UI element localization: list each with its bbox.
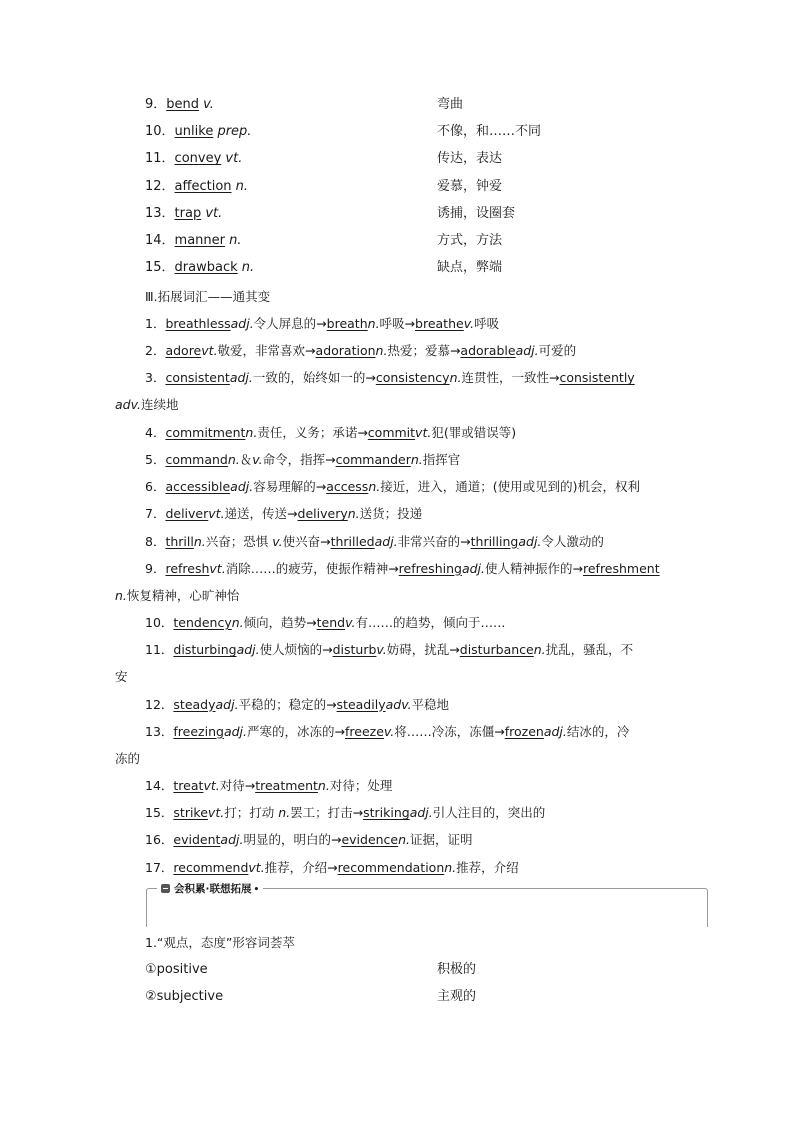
entry-text: 明显的，明白的→ [243,832,342,848]
entry-text: 送货；投递 [359,506,423,522]
entry-text: 令人激动的 [541,533,604,549]
entry-text: 对待；处理 [329,778,393,793]
entry-pos: adj. [220,832,244,848]
tip-box [146,883,708,927]
extension-entry [115,473,681,500]
entry-word: steadily [336,696,386,712]
entry-word: freezing [173,723,224,739]
entry-pos: n. [227,451,240,467]
entry-pos: adj. [215,696,239,712]
entry-text: 恢复精神，心旷神怡 [126,587,240,603]
vocab-row [145,149,705,169]
entry-pos: vt. [415,424,432,440]
extension-entry [115,826,681,853]
entry-word: strike [173,805,208,821]
extension-entry [115,691,681,718]
vocab-word: convey [174,151,222,167]
entry-text: 罢工；打击→ [290,805,364,821]
attitude-meaning: 积极的 [437,962,477,977]
entry-text: 令人屏息的→ [253,316,327,331]
entry-word: refreshment [582,560,660,576]
entry-number: 13． [145,723,174,739]
entry-word: treatment [255,778,318,793]
entry-word: breathless [165,316,231,331]
entry-text: 兴奋；恐惧 [205,533,273,549]
entry-text: 命令，指挥→ [262,451,336,467]
vocab-entry [145,149,242,169]
entry-text: 指挥官 [422,451,461,467]
entry-word: evidence [341,832,399,848]
entry-number: 4． [145,424,166,440]
entry-pos: adj. [461,560,485,576]
extension-entry [115,419,681,446]
entry-pos: n. [115,587,127,603]
entry-word: delivery [297,506,348,522]
extension-entry [115,854,681,881]
entry-line [115,364,681,391]
entry-pos: v. [252,451,263,467]
entry-number: 2． [145,343,166,359]
entry-pos: n. [347,506,360,522]
extension-entry [115,772,681,799]
entry-word: consistency [375,370,450,386]
entry-word: deliver [165,506,209,522]
entry-word: refreshing [398,560,462,576]
entry-line [115,718,681,745]
entry-line [115,337,681,364]
entry-pos: n. [245,424,258,440]
entry-text: 犯(罪或错误等) [431,424,517,440]
entry-pos: n. [398,832,411,848]
entry-text: 将……冷冻，冻僵→ [394,723,505,739]
extension-entry [115,364,681,418]
entry-number: 5． [145,451,166,467]
vocab-pos: prep. [217,124,252,140]
entry-text: 平稳地 [411,696,450,712]
vocab-meaning: 爱慕，钟爱 [437,178,503,194]
entry-number: 14． [145,778,174,793]
section-title: Ⅲ.拓展词汇——通其变 [145,289,271,304]
entry-text: 有……的趋势，倾向于…… [355,615,506,630]
entry-line [115,528,681,555]
entry-pos: adj. [374,533,398,549]
entry-word: recommendation [337,859,445,875]
vocab-meaning: 方式，方法 [437,233,503,248]
entry-text: 可爱的 [538,343,577,359]
entry-pos: adj. [229,370,253,386]
entry-text: 扰乱，骚乱，不 [545,642,634,658]
entry-pos: n. [410,451,423,467]
entry-word: frozen [504,723,544,739]
entry-word: thrill [165,533,194,549]
vocab-entry [145,122,251,142]
entry-text: 结冰的，冷 [566,723,630,739]
entry-continuation [115,663,681,690]
entry-pos: adj. [230,316,254,331]
vocab-word: drawback [174,260,238,276]
vocab-row [145,258,705,278]
entry-number: 3． [145,370,166,386]
entry-pos: vt. [208,506,225,522]
entry-word: consistently [559,370,635,386]
entry-text: 冻的 [115,750,141,766]
vocab-row [145,177,705,197]
entry-text: 打；打动 [224,805,279,821]
entry-text: 呼吸→ [379,316,416,331]
entry-word: command [165,451,228,467]
entry-line [115,473,681,500]
entry-pos: n. [317,778,330,793]
entry-pos: vt. [201,343,218,359]
entry-word: commander [335,451,411,467]
vocab-entry [145,95,214,115]
vocab-row [145,122,705,142]
vocab-pos: n. [229,233,242,248]
entry-text: ＆ [239,451,253,467]
entry-text: 对待→ [219,778,256,793]
entry-pos: n. [533,642,546,658]
extension-entry [115,718,681,772]
entry-number: 11． [145,642,174,658]
entry-word: tend [316,615,346,630]
entry-word: adorable [460,343,516,359]
vocab-number: 13． [145,205,175,221]
entry-pos: adv. [385,696,412,712]
extension-entry [115,500,681,527]
entry-word: consistent [165,370,230,386]
entry-line [115,799,681,826]
entry-pos: n. [278,805,291,821]
entry-continuation [115,745,681,772]
vocab-row [145,95,705,115]
entry-word: disturb [332,642,377,658]
entry-line [115,500,681,527]
entry-text: 接近，进入，通道；(使用或见到的)机会，权利 [380,479,640,495]
entry-word: refresh [165,560,210,576]
vocab-pos: n. [235,178,249,194]
entry-text: 容易理解的→ [253,479,327,495]
vocab-entry [145,177,248,197]
vocab-row [145,204,705,224]
entry-text: 使人精神振作的→ [485,560,583,576]
entry-pos: n. [367,316,380,331]
entry-word: adore [165,343,202,359]
extension-entry [115,446,681,473]
entry-word: steady [173,696,216,712]
vocab-number: 11． [145,151,175,167]
entry-pos: n. [231,615,244,630]
entry-word: breath [326,316,368,331]
entry-word: accessible [165,479,231,495]
vocab-number: 15． [145,260,175,276]
entry-word: treat [173,778,204,793]
entry-text: 推荐，介绍→ [264,859,338,875]
entry-pos: vt. [207,805,225,821]
entry-line [115,772,681,799]
entry-word: tendency [173,615,232,630]
entry-text: 热爱；爱慕→ [387,343,461,359]
entry-text: 连续地 [140,397,179,413]
entry-line [115,636,681,663]
entry-pos: v. [383,723,395,739]
entry-pos: n. [444,859,457,875]
vocab-word: unlike [174,124,214,140]
entry-word: thrilled [330,533,375,549]
entry-pos: adj. [223,723,247,739]
vocab-meaning: 诱捕，设圈套 [437,205,516,221]
vocab-number: 10． [145,124,175,140]
entry-continuation [115,391,681,418]
entry-pos: adv. [115,397,141,413]
entry-text: 倾向，趋势→ [243,615,317,630]
entry-word: disturbance [459,642,534,658]
vocab-pos: vt. [205,205,223,221]
vocab-entry [145,258,254,278]
entry-pos: v. [272,533,283,549]
entry-pos: n. [368,479,381,495]
entry-number: 10． [145,615,174,630]
entry-pos: n. [375,343,388,359]
extension-entry [115,528,681,555]
entry-text: 递送，传送→ [224,506,298,522]
entry-text: 妨碍，扰乱→ [386,642,460,658]
attitude-meaning: 主观的 [437,989,477,1005]
entry-pos: v. [376,642,387,658]
entry-word: recommend [173,859,249,875]
entry-number: 9． [145,560,166,576]
entry-pos: adj. [515,343,539,359]
extension-entry [115,636,681,690]
entry-word: adoration [315,343,376,359]
entry-line [115,446,681,473]
entry-number: 8． [145,533,166,549]
tip-box-title [157,881,263,897]
vocab-row [145,231,705,251]
entry-text: 证据，证明 [410,832,473,848]
vocab-meaning: 缺点，弊端 [437,260,503,276]
vocab-number: 12． [145,178,175,194]
entry-number: 16． [145,832,174,848]
entry-line [115,854,681,881]
entry-text: 使兴奋→ [282,533,331,549]
entry-pos: v. [463,316,475,331]
entry-text: 非常兴奋的→ [397,533,471,549]
vocab-word: manner [174,233,225,248]
entry-word: disturbing [173,642,237,658]
entry-number: 15． [145,805,174,821]
tip-box-dot: • [253,885,260,895]
vocab-word: trap [174,205,202,221]
minus-square-icon [161,884,170,893]
entry-text: 推荐，介绍 [456,859,519,875]
vocab-entry [145,231,242,251]
vocab-meaning: 传达，表达 [437,151,503,167]
extension-entry [115,337,681,364]
attitude-row [145,960,705,980]
entry-number: 7． [145,506,166,522]
entry-word: access [326,479,369,495]
entry-pos: adj. [543,723,567,739]
vocab-meaning: 弯曲 [437,97,464,112]
vocab-meaning: 不像，和……不同 [437,124,542,140]
extension-entry [115,555,681,609]
entry-word: evident [173,832,221,848]
entry-pos: adj. [236,642,260,658]
entry-word: freeze [344,723,384,739]
entry-word: striking [363,805,410,821]
entry-pos: n. [193,533,206,549]
entry-word: commit [367,424,416,440]
vocab-pos: n. [241,260,255,276]
vocab-word: bend [166,97,200,112]
entry-text: 责任，义务；承诺→ [257,424,368,440]
vocab-number: 14． [145,233,175,248]
entry-text: 严寒的，冰冻的→ [247,723,345,739]
entry-number: 6． [145,479,166,495]
entry-text: 平稳的；稳定的→ [238,696,337,712]
vocab-entry [145,204,222,224]
entry-line [115,609,681,636]
entry-line [115,555,681,582]
entry-pos: vt. [248,859,265,875]
extension-entry [115,310,681,337]
entry-word: breathe [415,316,464,331]
vocab-word: affection [174,178,232,194]
extension-entry [115,609,681,636]
attitude-row [145,987,705,1007]
entry-pos: vt. [203,778,220,793]
vocab-number: 9． [145,97,167,112]
entry-continuation [115,582,681,609]
entry-line [115,826,681,853]
entry-pos: adj. [230,479,254,495]
entry-number: 1． [145,316,166,331]
entry-text: 一致的，始终如一的→ [252,370,376,386]
attitude-title: 1.“观点，态度”形容词荟萃 [145,935,295,950]
attitude-word: ①positive [145,962,208,977]
entry-word: thrilling [470,533,519,549]
vocab-pos: vt. [225,151,243,167]
attitude-word: ②subjective [145,989,224,1005]
vocab-pos: v. [203,97,214,112]
entry-pos: vt. [209,560,226,576]
entry-text: 呼吸 [474,316,500,331]
entry-number: 12． [145,696,174,712]
entry-text: 消除……的疲劳，使振作精神→ [225,560,399,576]
entry-pos: n. [449,370,462,386]
entry-line [115,310,681,337]
entry-text: 安 [115,669,128,685]
entry-text: 连贯性，一致性→ [461,370,560,386]
entry-text: 引人注目的，突出的 [432,805,546,821]
tip-box-label: 会积累·联想拓展 [174,883,252,895]
entry-pos: adj. [518,533,542,549]
entry-text: 使人烦恼的→ [259,642,333,658]
entry-line [115,419,681,446]
extension-entry [115,799,681,826]
entry-word: commitment [165,424,246,440]
entry-number: 17． [145,859,174,875]
entry-pos: v. [345,615,356,630]
entry-text: 敬爱，非常喜欢→ [217,343,316,359]
entry-pos: adj. [409,805,433,821]
entry-line [115,691,681,718]
